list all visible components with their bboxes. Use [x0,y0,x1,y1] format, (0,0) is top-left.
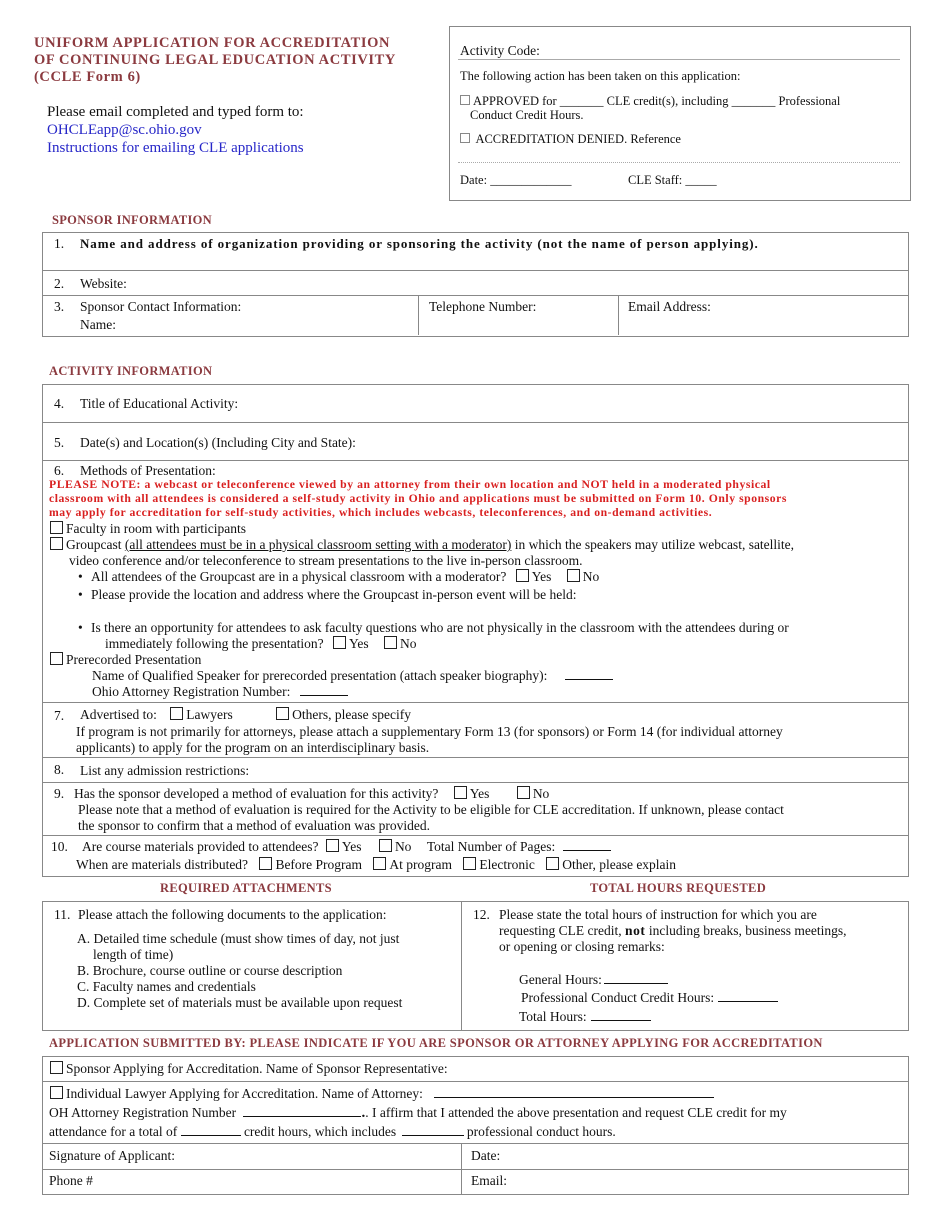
submit-date-label: Date: [471,1148,501,1163]
questions-yes-checkbox[interactable] [333,636,346,649]
sponsor-contact-label: Sponsor Contact Information: [80,299,242,314]
admission-restrictions-label: List any admission restrictions: [80,763,250,778]
q1-organization-label: Name and address of organization providing or sponsoring the activity (not the name of person applying). [80,236,759,251]
prerecorded-option: Prerecorded Presentation [50,652,201,668]
action-text: The following action has been taken on this application: [460,69,741,83]
evaluation-note: Please note that a method of evaluation is required for the Activity to be eligible for CLE accreditation. If unknown, please contact [78,802,784,817]
approved-option: APPROVED for _______ CLE credit(s), including _______ Professional [460,94,840,109]
form-title-line2: OF CONTINUING LEGAL EDUCATION ACTIVITY [34,52,396,68]
self-study-note: PLEASE NOTE: a webcast or teleconference viewed by an attorney from their own location and NOT held in a moderated physical classroom with all attendees is considered a self-study activity in Ohio and applications must be submitted on Form 10. Only sponsors may apply for accreditation for self-study activities, which includes webcasts, teleconferences, and on-demand activities. [49,478,787,519]
speaker-field[interactable] [565,679,613,680]
form-title-line1: UNIFORM APPLICATION FOR ACCREDITATION [34,35,391,51]
faculty-option: Faculty in room with participants [50,521,246,537]
total-pages-field[interactable] [563,850,611,851]
activity-code-label: Activity Code: [460,43,540,58]
q2-number: 2. [54,276,65,291]
at-program-checkbox[interactable] [373,857,386,870]
lawyers-checkbox[interactable] [170,707,183,720]
professional-hours-field[interactable] [718,1001,778,1002]
professional-hours: Professional Conduct Credit Hours: [521,990,778,1006]
moderator-question: • All attendees of the Groupcast are in a physical classroom with a moderator? Yes No [91,569,599,585]
faculty-checkbox[interactable] [50,521,63,534]
materials-yes-checkbox[interactable] [326,839,339,852]
others-checkbox[interactable] [276,707,289,720]
total-hours-field[interactable] [591,1020,651,1021]
q1-number: 1. [54,236,65,251]
registration-field[interactable] [300,695,348,696]
general-hours-field[interactable] [604,983,668,984]
email-link[interactable]: OHCLEapp@sc.ohio.gov [47,122,202,138]
sponsor-heading: SPONSOR INFORMATION [52,213,212,227]
sponsor-email-label: Email Address: [628,299,711,314]
applicant-email-label: Email: [471,1173,507,1188]
q5-number: 5. [54,435,65,450]
form-title-line3: (CCLE Form 6) [34,69,141,85]
attachment-a: A. Detailed time schedule (must show times of day, not just [77,931,400,946]
q4-number: 4. [54,396,65,411]
form-title [34,35,396,86]
q3-number: 3. [54,299,65,314]
faculty-questions-prompt: • Is there an opportunity for attendees to ask faculty questions who are not physically in the classroom with the attendees during or [91,620,789,636]
credit-hours-field[interactable] [181,1135,241,1136]
signature-label: Signature of Applicant: [49,1148,175,1163]
evaluation-yes-checkbox[interactable] [454,786,467,799]
q11-number: 11. [54,907,71,922]
q8-number: 8. [54,762,65,777]
telephone-label: Telephone Number: [429,299,537,314]
attendance-line: attendance for a total of credit hours, which includes professional conduct hours. [49,1124,616,1139]
instructions-link[interactable]: Instructions for emailing CLE applications [47,140,304,156]
sponsor-applying-checkbox[interactable] [50,1061,63,1074]
other-checkbox[interactable] [546,857,559,870]
activity-heading: ACTIVITY INFORMATION [49,364,213,378]
evaluation-question: Has the sponsor developed a method of evaluation for this activity? Yes No [74,786,550,801]
attachments-heading: REQUIRED ATTACHMENTS [160,881,332,895]
attachment-d: D. Complete set of materials must be available upon request [77,995,403,1010]
evaluation-note-2: the sponsor to confirm that a method of evaluation was provided. [78,818,431,833]
questions-no-checkbox[interactable] [384,636,397,649]
cle-staff: CLE Staff: _____ [628,173,717,187]
general-hours: General Hours: [519,972,668,988]
approved-checkbox[interactable] [460,95,470,105]
groupcast-checkbox[interactable] [50,537,63,550]
interdisciplinary-note: If program is not primarily for attorneys, please attach a supplementary Form 13 (for sponsors) or Form 14 (for individual attorney [76,724,783,739]
groupcast-line2: video conference and/or teleconference to stream presentations to the live in-person classroom. [69,553,583,568]
q10-number: 10. [51,839,68,854]
office-date: Date: _____________ [460,173,572,187]
approved-line2: Conduct Credit Hours. [470,108,584,122]
faculty-questions-line2: immediately following the presentation? Yes No [105,636,417,651]
q6-number: 6. [54,463,65,478]
sponsor-name-label: Name: [80,317,116,332]
groupcast-option: Groupcast (all attendees must be in a physical classroom setting with a moderator) in which the speakers may utilize webcast, satellite, [50,537,794,553]
hours-instructions: Please state the total hours of instruction for which you are requesting CLE credit, not including breaks, business meetings, or opening or closing remarks: [499,907,847,954]
lawyer-applying-checkbox[interactable] [50,1086,63,1099]
groupcast-location-prompt: • Please provide the location and address where the Groupcast in-person event will be held: [91,587,576,603]
methods-label: Methods of Presentation: [80,463,216,478]
attachments-label: Please attach the following documents to the application: [78,907,387,922]
materials-no-checkbox[interactable] [379,839,392,852]
q12-number: 12. [473,907,490,922]
q7-number: 7. [54,708,65,723]
phone-label: Phone # [49,1173,93,1188]
attachment-a-line2: length of time) [93,947,174,962]
before-program-checkbox[interactable] [259,857,272,870]
submitted-heading: APPLICATION SUBMITTED BY: PLEASE INDICATE IF YOU ARE SPONSOR OR ATTORNEY APPLYING FOR ACCREDITATION [49,1036,823,1050]
evaluation-no-checkbox[interactable] [517,786,530,799]
moderator-yes-checkbox[interactable] [516,569,529,582]
materials-distribution: When are materials distributed? Before Program At program Electronic Other, please explain [76,857,677,872]
total-hours: Total Hours: [519,1009,651,1025]
moderator-no-checkbox[interactable] [567,569,580,582]
email-prompt: Please email completed and typed form to: [47,104,304,120]
attachment-c: C. Faculty names and credentials [77,979,256,994]
oh-registration-field[interactable] [243,1116,361,1117]
lawyer-applying-option: Individual Lawyer Applying for Accreditation. Name of Attorney: [50,1086,714,1102]
prerecorded-checkbox[interactable] [50,652,63,665]
sponsor-applying-option: Sponsor Applying for Accreditation. Name of Sponsor Representative: [50,1061,448,1077]
denied-checkbox[interactable] [460,133,470,143]
dates-location-label: Date(s) and Location(s) (Including City and State): [80,435,356,450]
hours-heading: TOTAL HOURS REQUESTED [590,881,767,895]
attachments-list [77,931,402,1011]
attorney-name-field[interactable] [434,1097,714,1098]
q9-number: 9. [54,786,65,801]
attachment-b: B. Brochure, course outline or course description [77,963,343,978]
advertised-to: Advertised to: Lawyers Others, please specify [80,707,411,722]
registration-label: Ohio Attorney Registration Number: [92,684,348,700]
electronic-checkbox[interactable] [463,857,476,870]
materials-question: Are course materials provided to attendees? Yes No Total Number of Pages: [82,839,611,855]
pro-conduct-hours-field[interactable] [402,1135,464,1136]
interdisciplinary-note-2: applicants) to apply for the program on an interdisciplinary basis. [76,740,430,755]
title-label: Title of Educational Activity: [80,396,239,411]
denied-option: ACCREDITATION DENIED. Reference [460,132,681,147]
speaker-label: Name of Qualified Speaker for prerecorded presentation (attach speaker biography): [92,668,613,684]
website-label: Website: [80,276,127,291]
oh-registration-line: OH Attorney Registration Number .. I affirm that I attended the above presentation and request CLE credit for my [49,1105,787,1121]
